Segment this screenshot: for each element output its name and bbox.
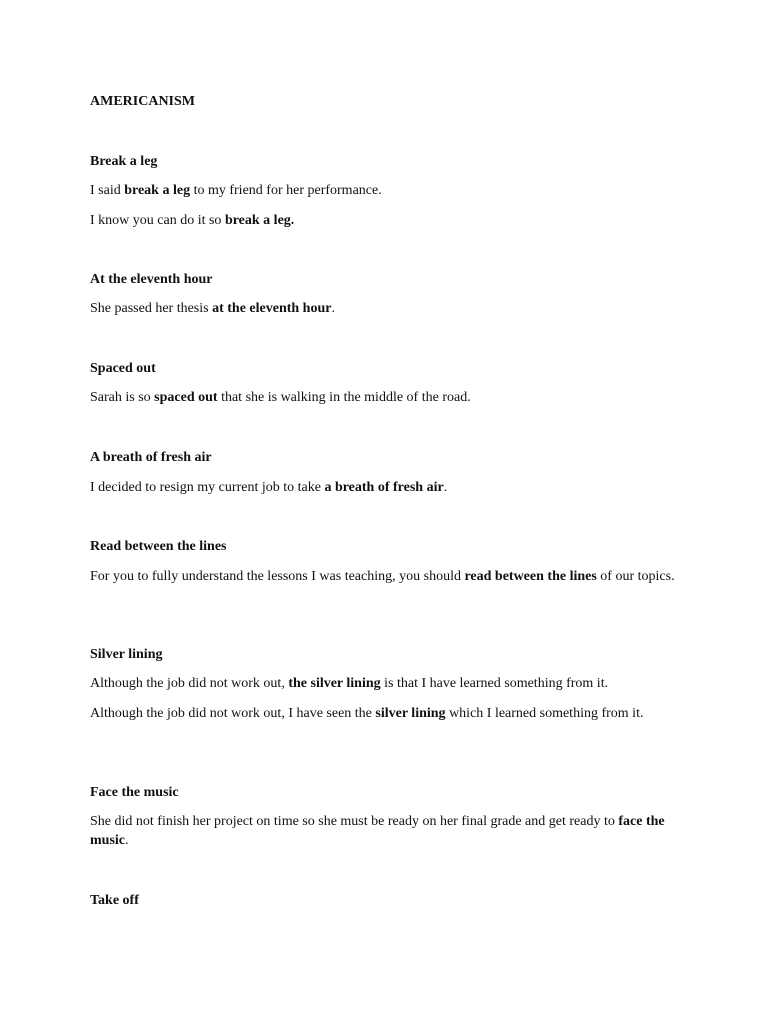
- example-sentence: I know you can do it so break a leg.: [90, 213, 295, 228]
- example-sentence: Although the job did not work out, I have seen the silver lining which I learned something from it.: [90, 706, 644, 721]
- idiom-highlight: spaced out: [154, 390, 218, 405]
- idiom-highlight: at the eleventh hour: [212, 301, 332, 316]
- entry-heading: Take off: [90, 893, 139, 908]
- entry-heading: Break a leg: [90, 154, 158, 169]
- entry-heading: Face the music: [90, 785, 179, 800]
- entry-heading: Silver lining: [90, 647, 163, 662]
- document-title: AMERICANISM: [90, 94, 195, 109]
- idiom-highlight: a breath of fresh air: [324, 480, 444, 495]
- example-sentence: Sarah is so spaced out that she is walking in the middle of the road.: [90, 390, 471, 405]
- example-sentence: She passed her thesis at the eleventh hour.: [90, 301, 335, 316]
- idiom-highlight: break a leg.: [224, 213, 295, 228]
- entry-heading: At the eleventh hour: [90, 272, 213, 287]
- example-sentence: For you to fully understand the lessons I was teaching, you should read between the lines of our topics.: [90, 569, 675, 584]
- entry-heading: A breath of fresh air: [90, 450, 212, 465]
- example-sentence: I said break a leg to my friend for her performance.: [90, 183, 382, 198]
- idiom-highlight: silver lining: [375, 706, 446, 721]
- example-sentence: Although the job did not work out, the silver lining is that I have learned something from it.: [90, 676, 609, 691]
- entry-heading: Spaced out: [90, 361, 156, 376]
- entry-heading: Read between the lines: [90, 539, 227, 554]
- example-sentence: I decided to resign my current job to take a breath of fresh air.: [90, 480, 448, 495]
- idiom-highlight: the silver lining: [288, 676, 381, 691]
- idiom-highlight: read between the lines: [464, 569, 597, 584]
- example-sentence: She did not finish her project on time so she must be ready on her final grade and get ready to face the music.: [90, 814, 665, 848]
- idiom-highlight: face the music: [90, 814, 665, 848]
- idiom-highlight: break a leg: [124, 183, 191, 198]
